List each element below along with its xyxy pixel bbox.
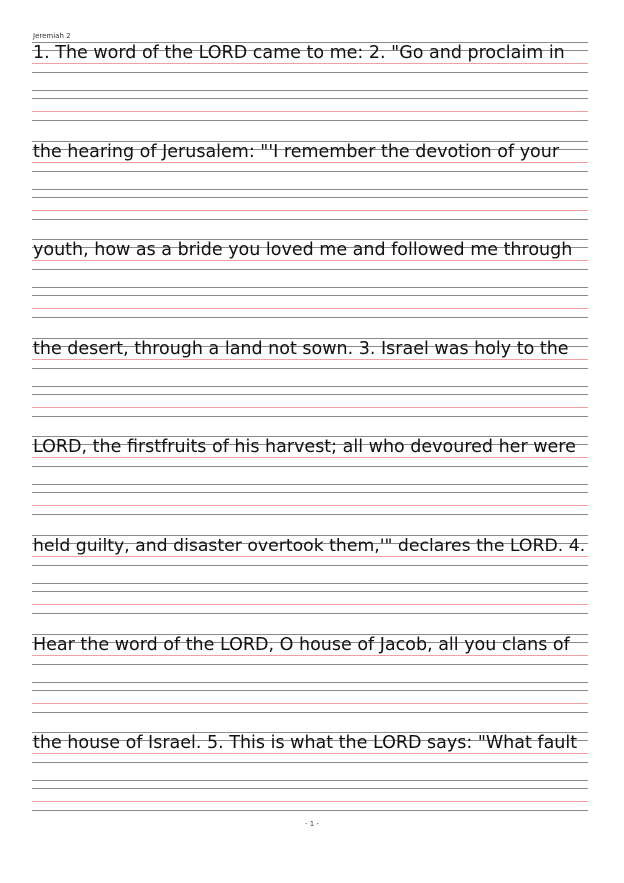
writing-block [32,42,588,117]
guide-line [32,295,588,296]
guide-line [32,98,588,99]
guide-line-red [32,801,588,802]
writing-block [32,732,588,807]
guide-line [32,72,588,73]
guide-line-red [32,655,588,656]
guide-line-red [32,111,588,112]
guide-line [32,386,588,387]
guide-line-red [32,308,588,309]
guide-line [32,492,588,493]
scripture-line-text: youth, how as a bride you loved me and followed me through [33,240,573,261]
guide-line [32,287,588,288]
scripture-line-text: LORD, the firstfruits of his harvest; all who devoured her were [33,437,576,458]
scripture-line-text: held guilty, and disaster overtook them,'" declares the LORD. 4. [33,536,586,556]
guide-line [32,690,588,691]
scripture-line-text: 1. The word of the LORD came to me: 2. "Go and proclaim in [33,43,565,63]
guide-line-red [32,457,588,458]
guide-line [32,394,588,395]
guide-line-red [32,703,588,704]
writing-block [32,535,588,610]
guide-line [32,120,588,121]
guide-line [32,762,588,763]
guide-line [32,484,588,485]
writing-block [32,239,588,314]
guide-line-red [32,407,588,408]
guide-line [32,788,588,789]
scripture-line-text: Hear the word of the LORD, O house of Jacob, all you clans of [33,634,570,655]
guide-line [32,591,588,592]
guide-line-red [32,210,588,211]
guide-line [32,780,588,781]
guide-line-red [32,63,588,64]
page-header-title: Jeremiah 2 [33,32,71,40]
guide-line-red [32,359,588,360]
writing-block [32,436,588,511]
guide-line [32,613,588,614]
guide-line [32,197,588,198]
writing-block [32,338,588,413]
guide-line [32,565,588,566]
guide-line [32,712,588,713]
guide-line-red [32,753,588,754]
guide-line [32,90,588,91]
scripture-line-text: the house of Israel. 5. This is what the LORD says: "What fault [33,733,578,754]
guide-line [32,189,588,190]
guide-line [32,416,588,417]
guide-line-red [32,604,588,605]
guide-line [32,317,588,318]
guide-line [32,514,588,515]
guide-line [32,269,588,270]
guide-line [32,219,588,220]
guide-line [32,682,588,683]
guide-line-red [32,260,588,261]
writing-block [32,634,588,709]
guide-line-red [32,162,588,163]
guide-line [32,466,588,467]
writing-block [32,141,588,216]
guide-line [32,664,588,665]
guide-line [32,368,588,369]
guide-line [32,171,588,172]
guide-line [32,583,588,584]
scripture-line-text: the hearing of Jerusalem: "'I remember the devotion of your [33,141,560,162]
scripture-line-text: the desert, through a land not sown. 3. Israel was holy to the [33,338,569,359]
guide-line [32,810,588,811]
guide-line-red [32,505,588,506]
guide-line-red [32,556,588,557]
page-number: - 1 - [305,820,319,828]
